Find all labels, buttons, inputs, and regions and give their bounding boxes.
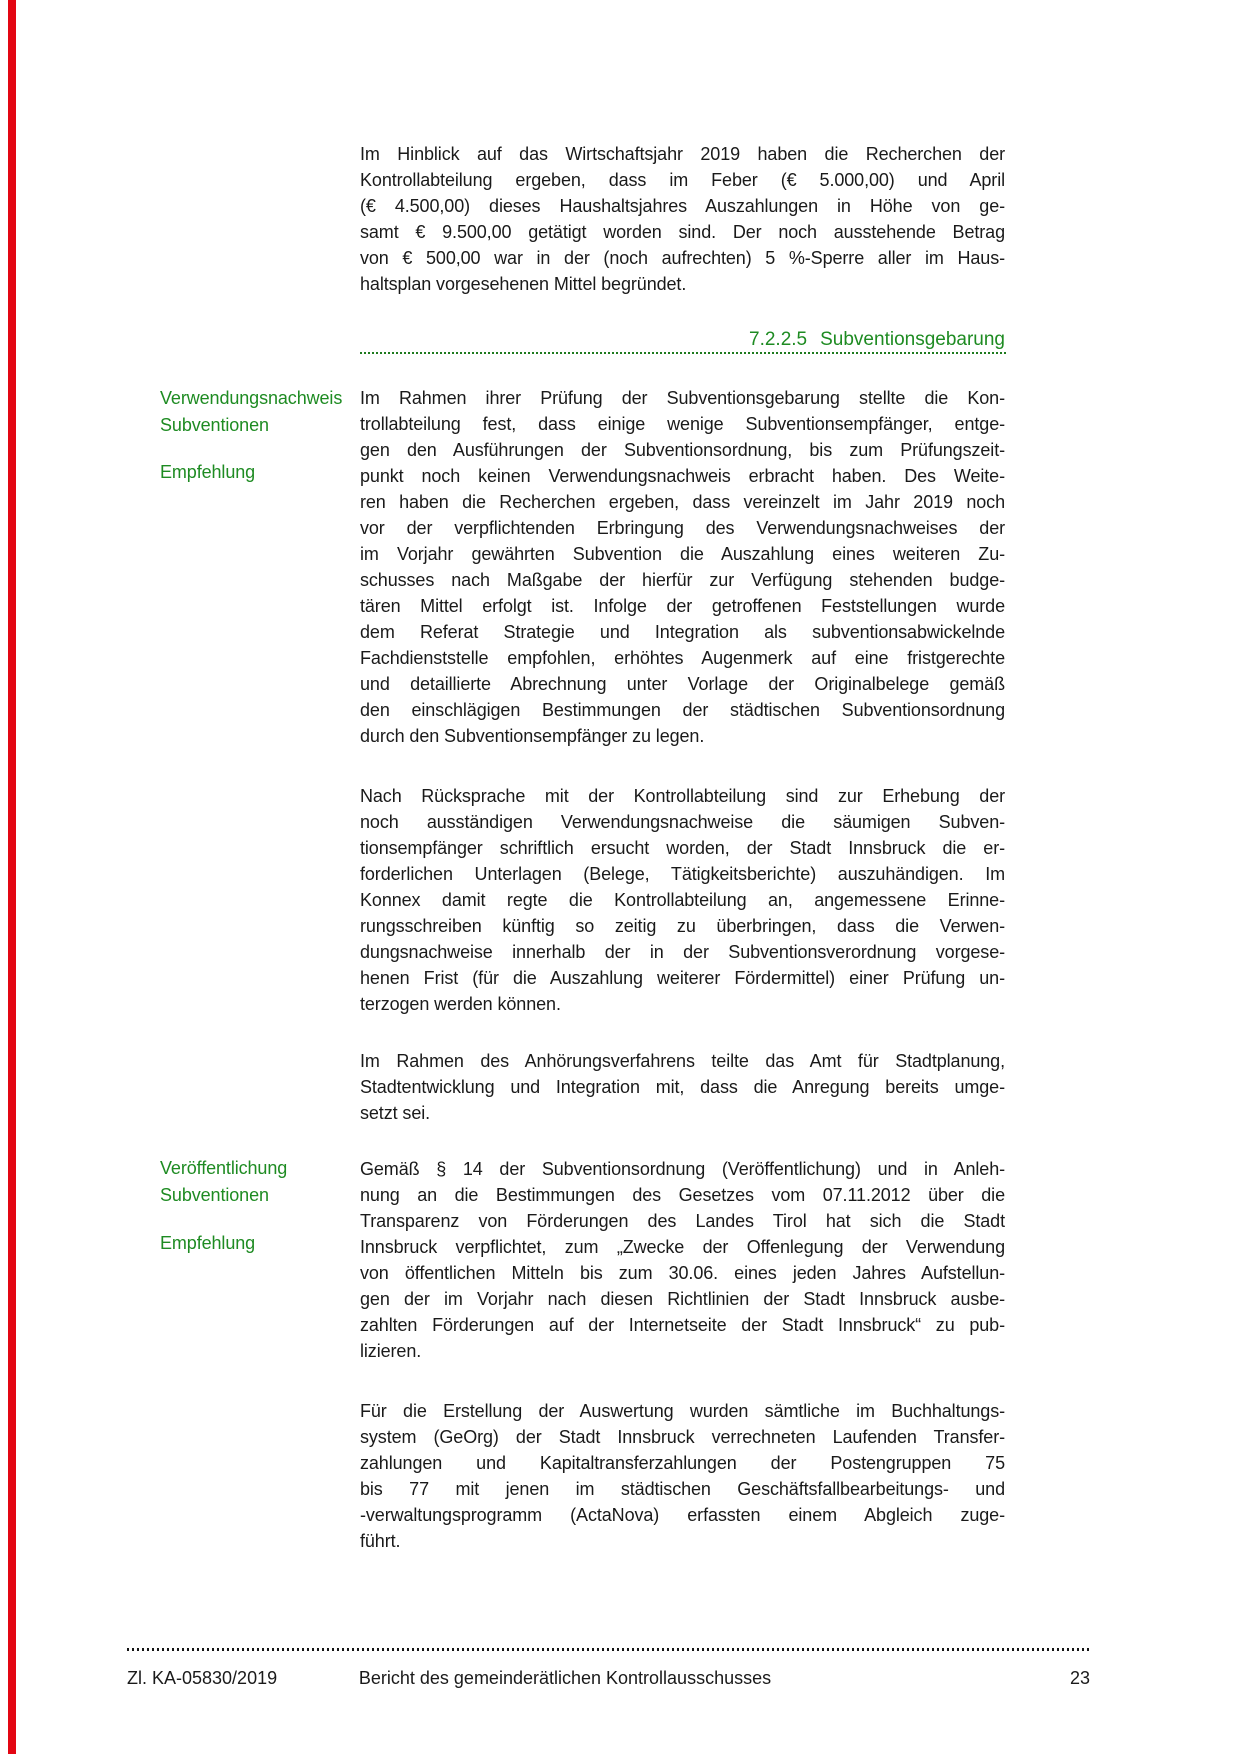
text-line: henen Frist (für die Auszahlung weiterer Fördermittel) einer Prüfung un- [360, 968, 1005, 988]
text-line: im Vorjahr gewährten Subvention die Auszahlung eines weiteren Zu- [360, 544, 1005, 564]
text-line: vor der verpflichtenden Erbringung des Verwendungsnachweises der [360, 518, 1005, 538]
paragraph-ruecksprache-kontrollabteilung [360, 783, 1005, 1017]
text-line: zahlungen und Kapitaltransferzahlungen der Postengruppen 75 [360, 1453, 1005, 1473]
text-line: gen den Ausführungen der Subventionsordnung, bis zum Prüfungszeit- [360, 440, 1005, 460]
paragraph-anhoerungsverfahren [360, 1048, 1005, 1126]
text-line: Nach Rücksprache mit der Kontrollabteilung sind zur Erhebung der [360, 786, 1005, 806]
text-line: rungsschreiben künftig so zeitig zu überbringen, dass die Verwen- [360, 916, 1005, 936]
text-line: gen der im Vorjahr nach diesen Richtlinien der Stadt Innsbruck ausbe- [360, 1289, 1005, 1309]
text-line: Gemäß § 14 der Subventionsordnung (Veröffentlichung) und in Anleh- [360, 1159, 1005, 1179]
text-line: -verwaltungsprogramm (ActaNova) erfassten einem Abgleich zuge- [360, 1505, 1005, 1525]
paragraph-erstellung-auswertung [360, 1398, 1005, 1554]
text-line: Verwendungsnachweis [160, 388, 343, 408]
text-line: Subventionen [160, 1185, 269, 1205]
text-line: samt € 9.500,00 getätigt worden sind. Der noch ausstehende Betrag [360, 222, 1005, 242]
section-heading [360, 327, 1005, 353]
text-line: bis 77 mit jenen im städtischen Geschäftsfallbearbeitungs- und [360, 1479, 1005, 1499]
text-line: von öffentlichen Mitteln bis zum 30.06. eines jeden Jahres Aufstellun- [360, 1263, 1005, 1283]
text-line: tionsempfänger schriftlich ersucht worden, der Stadt Innsbruck die er- [360, 838, 1005, 858]
text-line: Für die Erstellung der Auswertung wurden sämtliche im Buchhaltungs- [360, 1401, 1005, 1421]
text-line: durch den Subventionsempfänger zu legen. [360, 726, 705, 746]
text-line: setzt sei. [360, 1103, 431, 1123]
text-line: terzogen werden können. [360, 994, 561, 1014]
text-line: forderlichen Unterlagen (Belege, Tätigkeitsberichte) auszuhändigen. Im [360, 864, 1005, 884]
section-number: 7.2.2.5 [749, 329, 808, 350]
text-line: dungsnachweise innerhalb der in der Subventionsverordnung vorgese- [360, 942, 1005, 962]
text-line: punkt noch keinen Verwendungsnachweis erbracht haben. Des Weite- [360, 466, 1005, 486]
text-line: Konnex damit regte die Kontrollabteilung an, angemessene Erinne- [360, 890, 1005, 910]
text-line: tären Mittel erfolgt ist. Infolge der getroffenen Feststellungen wurde [360, 596, 1005, 616]
left-edge-red-bar [8, 0, 16, 1754]
text-line: Transparenz von Förderungen des Landes Tirol hat sich die Stadt [360, 1211, 1005, 1231]
margin-label-empfehlung-1: Empfehlung [160, 462, 256, 482]
text-line: ren haben die Recherchen ergeben, dass vereinzelt im Jahr 2019 noch [360, 492, 1005, 512]
section-title: Subventionsgebarung [820, 329, 1005, 350]
text-line: schusses nach Maßgabe der hierfür zur Verfügung stehenden budge- [360, 570, 1005, 590]
paragraph-subventionsgebarung-pruefung [360, 385, 1005, 749]
text-line: lizieren. [360, 1341, 422, 1361]
text-line: Kontrollabteilung ergeben, dass im Feber (€ 5.000,00) und April [360, 170, 1005, 190]
text-line: von € 500,00 war in der (noch aufrechten) 5 %-Sperre aller im Haus- [360, 248, 1005, 268]
text-line: Fachdienststelle empfohlen, erhöhtes Augenmerk auf eine fristgerechte [360, 648, 1005, 668]
text-line: haltsplan vorgesehenen Mittel begründet. [360, 274, 687, 294]
text-line: Innsbruck verpflichtet, zum „Zwecke der Offenlegung der Verwendung [360, 1237, 1005, 1257]
footer-divider-dotted-line [127, 1648, 1090, 1651]
text-line: (€ 4.500,00) dieses Haushaltsjahres Auszahlungen in Höhe von ge- [360, 196, 1005, 216]
footer-page-number: 23 [1069, 1668, 1090, 1688]
footer-reference-number: Zl. KA-05830/2019 [127, 1668, 278, 1688]
margin-label-veroeffentlichung-subventionen [160, 1155, 355, 1209]
text-line: Stadtentwicklung und Integration mit, dass die Anregung bereits umge- [360, 1077, 1005, 1097]
text-line: führt. [360, 1531, 401, 1551]
text-line: den einschlägigen Bestimmungen der städtischen Subventionsordnung [360, 700, 1005, 720]
text-line: Veröffentlichung [160, 1158, 288, 1178]
page-footer [0, 1665, 1241, 1691]
text-line: dem Referat Strategie und Integration als subventionsabwickelnde [360, 622, 1005, 642]
text-line: trollabteilung fest, dass einige wenige Subventionsempfänger, entge- [360, 414, 1005, 434]
text-line: nung an die Bestimmungen des Gesetzes vom 07.11.2012 über die [360, 1185, 1005, 1205]
margin-label-empfehlung-2: Empfehlung [160, 1233, 256, 1253]
text-line: Im Hinblick auf das Wirtschaftsjahr 2019 haben die Recherchen der [360, 144, 1005, 164]
text-line: und detaillierte Abrechnung unter Vorlage der Originalbelege gemäß [360, 674, 1005, 694]
paragraph-paragraf-14-subventionsordnung [360, 1156, 1005, 1364]
text-line: noch ausständigen Verwendungsnachweise die säumigen Subven- [360, 812, 1005, 832]
text-line: Im Rahmen des Anhörungsverfahrens teilte das Amt für Stadtplanung, [360, 1051, 1005, 1071]
section-divider-dotted-line [360, 352, 1006, 354]
text-line: zahlten Förderungen auf der Internetseite der Stadt Innsbruck“ zu pub- [360, 1315, 1005, 1335]
text-line: Im Rahmen ihrer Prüfung der Subventionsgebarung stellte die Kon- [360, 388, 1005, 408]
paragraph-fiscal-year-2019 [360, 141, 1005, 297]
margin-label-verwendungsnachweis-subventionen [160, 385, 355, 439]
text-line: Subventionen [160, 415, 269, 435]
text-line: system (GeOrg) der Stadt Innsbruck verrechneten Laufenden Transfer- [360, 1427, 1005, 1447]
footer-document-title: Bericht des gemeinderätlichen Kontrollausschusses [358, 1668, 772, 1688]
